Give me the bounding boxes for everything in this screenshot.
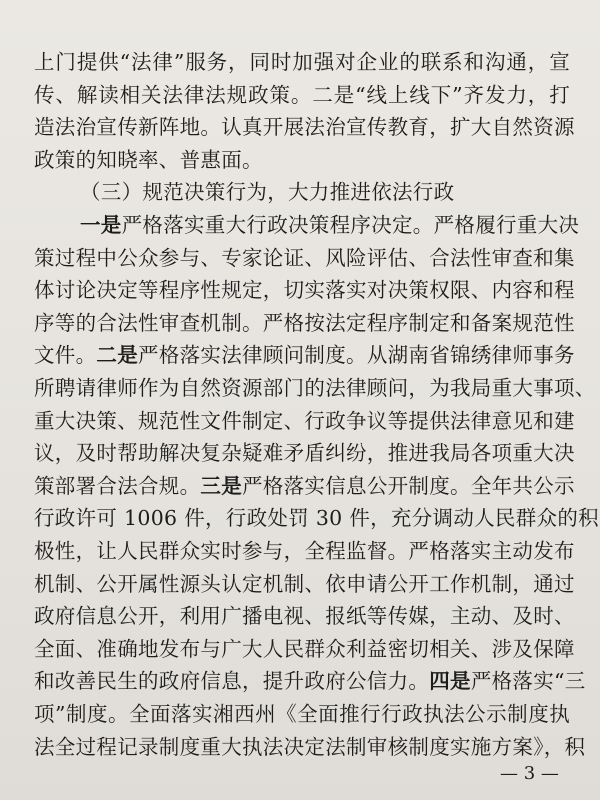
- text-line: [34, 471, 575, 501]
- text-run: 严格落实法律顾问制度。从湖南省锦绣律师事务: [138, 343, 575, 367]
- text-line: 策过程中公众参与、专家论证、风险评估、合法性审查和集: [34, 246, 575, 270]
- text-line: 项”制度。全面落实湘西州《全面推行行政执法公示制度执: [34, 702, 570, 726]
- page-footer: [0, 760, 600, 788]
- text-line: 造法治宣传新阵地。认真开展法治宣传教育，扩大自然资源: [34, 115, 575, 139]
- text-line: 极性，让人民群众实时参与，全程监督。严格落实主动发布: [34, 539, 575, 563]
- text-run: 严格落实信息公开制度。全年共公示: [242, 474, 575, 498]
- text-line: [34, 340, 575, 370]
- text-line: 政策的知晓率、普惠面。: [34, 148, 263, 172]
- text-line: 体讨论决定等程序性规定，切实落实对决策权限、内容和程: [34, 278, 575, 302]
- text-run: 文件。: [34, 343, 97, 367]
- section-heading: （三）规范决策行为，大力推进依法行政: [80, 180, 455, 204]
- lead-label: 四是: [429, 669, 471, 693]
- text-line: 机制、公开属性源头认定机制、依申请公开工作机制，通过: [34, 572, 575, 596]
- text-line: 全面、准确地发布与广大人民群众利益密切相关、涉及保障: [34, 637, 575, 661]
- page-number: — 3 —: [500, 763, 559, 784]
- text-run: 策部署合法合规。: [34, 474, 201, 498]
- text-line: [80, 210, 580, 240]
- text-line: 上门提供“法律”服务，同时加强对企业的联系和沟通，宣: [34, 50, 570, 74]
- lead-label: 一是: [80, 213, 122, 237]
- text-line: 重大决策、规范性文件制定、行政争议等提供法律意见和建: [34, 409, 575, 433]
- text-run: 严格落实重大行政决策程序决定。严格履行重大决: [121, 213, 580, 237]
- text-line: 法全过程记录制度重大执法决定法制审核制度实施方案》，积: [34, 735, 586, 759]
- text-line: 传、解读相关法律法规政策。二是“线上线下”齐发力，打: [34, 83, 570, 107]
- text-line: 议，及时帮助解决复杂疑难矛盾纠纷，推进我局各项重大决: [34, 441, 575, 465]
- lead-label: 二是: [96, 343, 139, 367]
- text-run: 严格落实“三: [470, 669, 586, 693]
- text-line: 序等的合法性审查机制。严格按法定程序制定和备案规范性: [34, 311, 575, 335]
- text-run: 和改善民生的政府信息，提升政府公信力。: [34, 669, 430, 693]
- lead-label: 三是: [200, 474, 243, 498]
- text-line: 政府信息公开，利用广播电视、报纸等传媒，主动、及时、: [34, 604, 575, 628]
- text-line: [34, 666, 586, 696]
- text-line: 所聘请律师作为自然资源部门的法律顾问，为我局重大事项、: [34, 376, 596, 400]
- text-line: 行政许可 1006 件，行政处罚 30 件，充分调动人民群众的积: [34, 506, 599, 530]
